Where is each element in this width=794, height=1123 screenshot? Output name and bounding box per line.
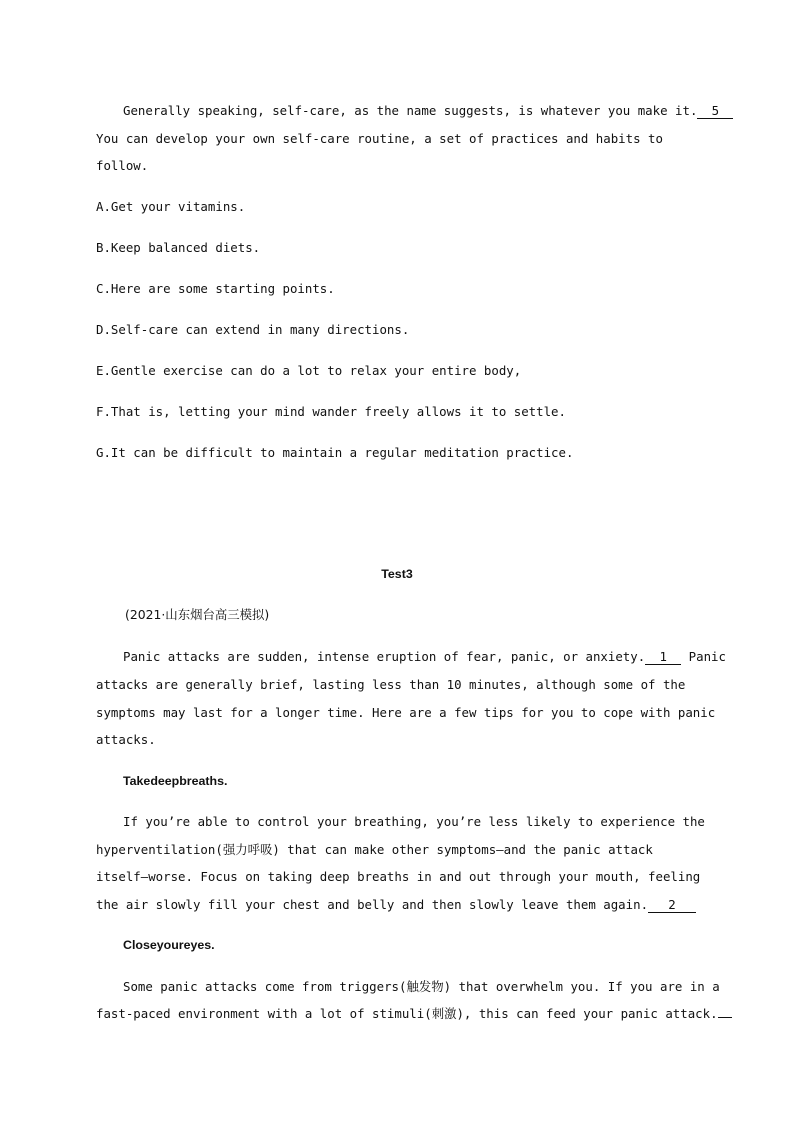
paragraph-line: If you’re able to control your breathing, you’re less likely to experience the: [123, 814, 705, 829]
paragraph-line: symptoms may last for a longer time. Here are a few tips for you to cope with panic: [96, 705, 716, 720]
option-f: F.That is, letting your mind wander freely allows it to settle.: [96, 404, 566, 419]
answer-blank: 5: [697, 104, 733, 119]
option-g: G.It can be difficult to maintain a regular meditation practice.: [96, 445, 574, 460]
paragraph-line: follow.: [96, 158, 149, 173]
paragraph-text: fast-paced environment with a lot of stimuli(刺激), this can feed your panic attack.: [96, 1006, 718, 1021]
paragraph-line: [96, 897, 696, 913]
paragraph-text: the air slowly fill your chest and belly and then slowly leave them again.: [96, 897, 649, 912]
section-title: Test3: [381, 567, 413, 581]
answer-blank: [718, 1017, 732, 1018]
paragraph-text: Generally speaking, self-care, as the name suggests, is whatever you make it.: [123, 103, 698, 118]
option-d: D.Self-care can extend in many directions.: [96, 322, 410, 337]
paragraph-line: You can develop your own self-care routine, a set of practices and habits to: [96, 131, 663, 146]
paragraph-line: hyperventilation(强力呼吸) that can make other symptoms—and the panic attack: [96, 842, 653, 857]
paragraph-text: Panic attacks are sudden, intense eruption of fear, panic, or anxiety.: [123, 649, 646, 664]
option-e: E.Gentle exercise can do a lot to relax your entire body,: [96, 363, 522, 378]
paragraph-line: [123, 649, 726, 665]
answer-blank: 1: [645, 650, 681, 665]
paragraph-line: Some panic attacks come from triggers(触发物) that overwhelm you. If you are in a: [123, 979, 720, 994]
paragraph-line: attacks are generally brief, lasting less than 10 minutes, although some of the: [96, 677, 686, 692]
option-c: C.Here are some starting points.: [96, 281, 335, 296]
option-b: B.Keep balanced diets.: [96, 240, 261, 255]
tip-heading: Closeyoureyes.: [123, 938, 215, 952]
tip-heading: Takedeepbreaths.: [123, 774, 228, 788]
paragraph-text: Panic: [688, 649, 726, 664]
answer-blank: 2: [648, 898, 696, 913]
paragraph-line: [123, 103, 733, 119]
option-a: A.Get your vitamins.: [96, 199, 246, 214]
source-note: (2021·山东烟台高三模拟): [125, 607, 270, 622]
paragraph-line: itself—worse. Focus on taking deep breaths in and out through your mouth, feeling: [96, 869, 701, 884]
paragraph-line: attacks.: [96, 732, 156, 747]
paragraph-line: [96, 1006, 732, 1022]
